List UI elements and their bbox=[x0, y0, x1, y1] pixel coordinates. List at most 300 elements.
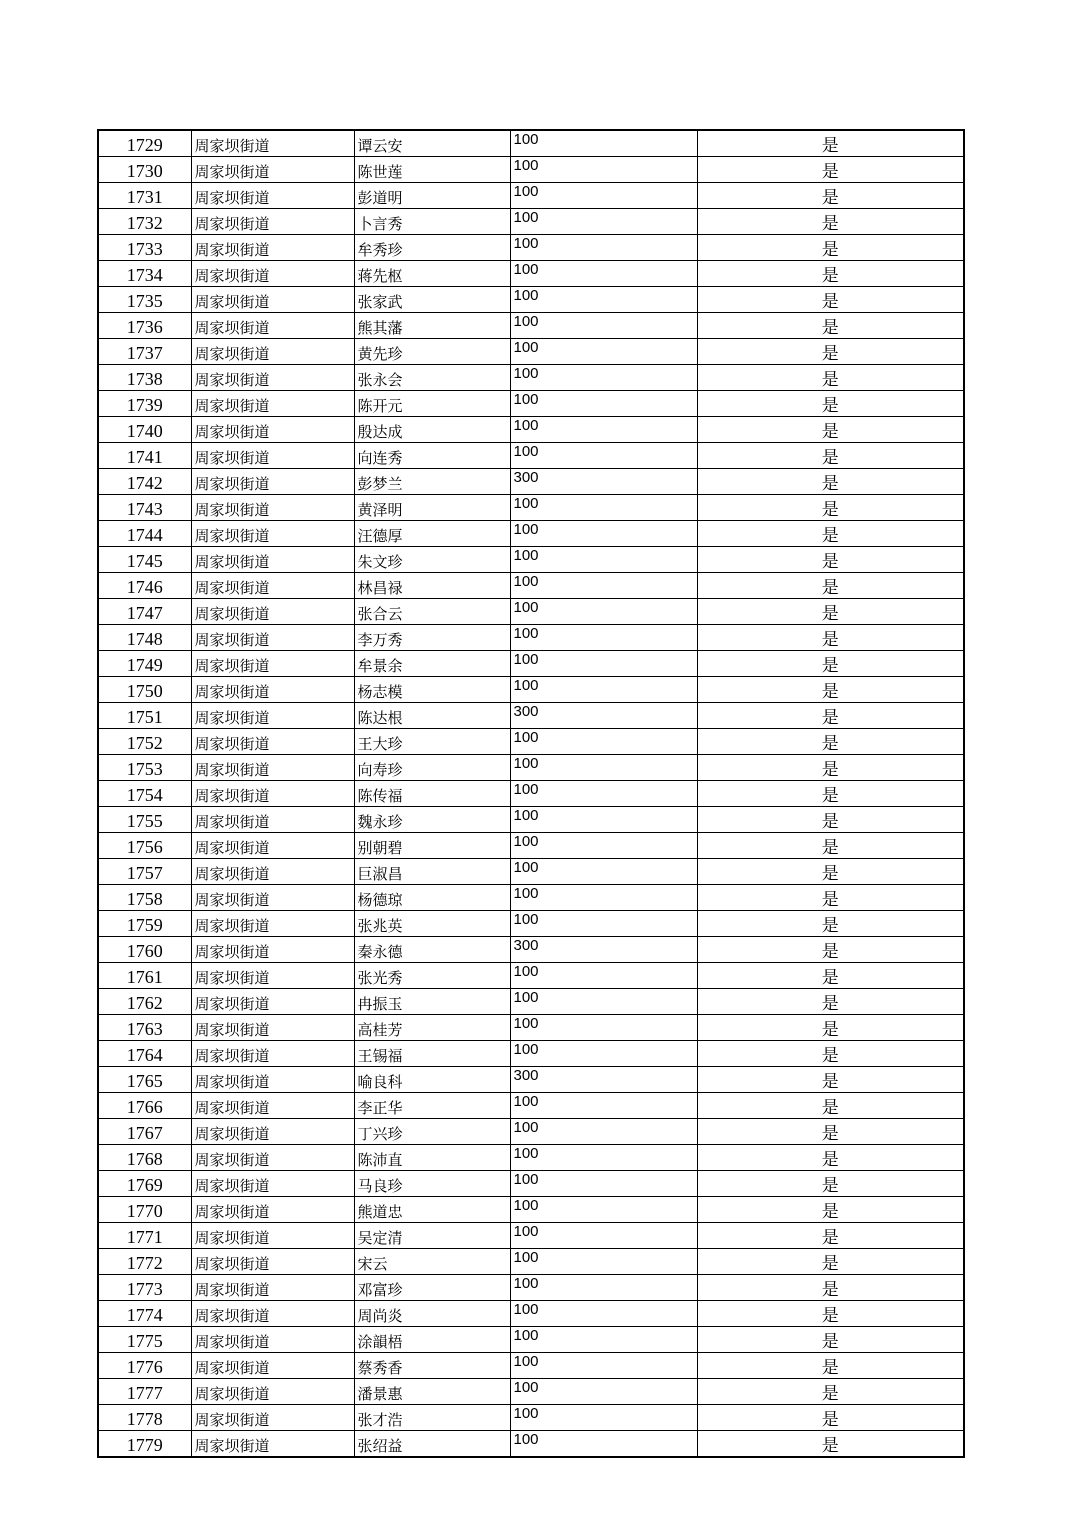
flag-cell: 是 bbox=[697, 1327, 964, 1353]
flag-cell: 是 bbox=[697, 989, 964, 1015]
amount-cell: 100 bbox=[510, 365, 697, 391]
name-cell: 张才浩 bbox=[354, 1405, 510, 1431]
name-cell: 彭梦兰 bbox=[354, 469, 510, 495]
flag-cell: 是 bbox=[697, 1301, 964, 1327]
name-cell: 潘景惠 bbox=[354, 1379, 510, 1405]
amount-cell: 100 bbox=[510, 157, 697, 183]
street-cell: 周家坝街道 bbox=[191, 443, 354, 469]
street-cell: 周家坝街道 bbox=[191, 495, 354, 521]
row-number-cell: 1768 bbox=[98, 1145, 191, 1171]
table-row bbox=[98, 209, 964, 235]
table-row bbox=[98, 417, 964, 443]
flag-cell: 是 bbox=[697, 521, 964, 547]
row-number-cell: 1770 bbox=[98, 1197, 191, 1223]
table-row bbox=[98, 625, 964, 651]
name-cell: 王锡福 bbox=[354, 1041, 510, 1067]
name-cell: 牟秀珍 bbox=[354, 235, 510, 261]
row-number-cell: 1773 bbox=[98, 1275, 191, 1301]
row-number-cell: 1731 bbox=[98, 183, 191, 209]
row-number-cell: 1750 bbox=[98, 677, 191, 703]
flag-cell: 是 bbox=[697, 755, 964, 781]
flag-cell: 是 bbox=[697, 1249, 964, 1275]
row-number-cell: 1774 bbox=[98, 1301, 191, 1327]
row-number-cell: 1745 bbox=[98, 547, 191, 573]
amount-cell: 100 bbox=[510, 963, 697, 989]
name-cell: 向连秀 bbox=[354, 443, 510, 469]
name-cell: 冉振玉 bbox=[354, 989, 510, 1015]
row-number-cell: 1758 bbox=[98, 885, 191, 911]
name-cell: 陈世莲 bbox=[354, 157, 510, 183]
street-cell: 周家坝街道 bbox=[191, 1171, 354, 1197]
table-row bbox=[98, 833, 964, 859]
row-number-cell: 1735 bbox=[98, 287, 191, 313]
flag-cell: 是 bbox=[697, 677, 964, 703]
street-cell: 周家坝街道 bbox=[191, 261, 354, 287]
row-number-cell: 1779 bbox=[98, 1431, 191, 1458]
row-number-cell: 1742 bbox=[98, 469, 191, 495]
amount-cell: 100 bbox=[510, 521, 697, 547]
row-number-cell: 1778 bbox=[98, 1405, 191, 1431]
row-number-cell: 1761 bbox=[98, 963, 191, 989]
table-row bbox=[98, 703, 964, 729]
amount-cell: 100 bbox=[510, 1275, 697, 1301]
name-cell: 向寿珍 bbox=[354, 755, 510, 781]
table-row bbox=[98, 1249, 964, 1275]
name-cell: 王大珍 bbox=[354, 729, 510, 755]
row-number-cell: 1738 bbox=[98, 365, 191, 391]
street-cell: 周家坝街道 bbox=[191, 573, 354, 599]
flag-cell: 是 bbox=[697, 651, 964, 677]
flag-cell: 是 bbox=[697, 1379, 964, 1405]
flag-cell: 是 bbox=[697, 1405, 964, 1431]
flag-cell: 是 bbox=[697, 885, 964, 911]
amount-cell: 100 bbox=[510, 573, 697, 599]
amount-cell: 100 bbox=[510, 313, 697, 339]
table-row bbox=[98, 1405, 964, 1431]
flag-cell: 是 bbox=[697, 1353, 964, 1379]
flag-cell: 是 bbox=[697, 781, 964, 807]
amount-cell: 300 bbox=[510, 937, 697, 963]
street-cell: 周家坝街道 bbox=[191, 703, 354, 729]
street-cell: 周家坝街道 bbox=[191, 1379, 354, 1405]
row-number-cell: 1756 bbox=[98, 833, 191, 859]
amount-cell: 300 bbox=[510, 1067, 697, 1093]
row-number-cell: 1729 bbox=[98, 130, 191, 157]
flag-cell: 是 bbox=[697, 1171, 964, 1197]
street-cell: 周家坝街道 bbox=[191, 1041, 354, 1067]
street-cell: 周家坝街道 bbox=[191, 313, 354, 339]
street-cell: 周家坝街道 bbox=[191, 833, 354, 859]
name-cell: 吴定清 bbox=[354, 1223, 510, 1249]
row-number-cell: 1763 bbox=[98, 1015, 191, 1041]
name-cell: 秦永德 bbox=[354, 937, 510, 963]
table-row bbox=[98, 261, 964, 287]
table-row bbox=[98, 1301, 964, 1327]
table-body bbox=[98, 130, 964, 1457]
street-cell: 周家坝街道 bbox=[191, 1223, 354, 1249]
street-cell: 周家坝街道 bbox=[191, 157, 354, 183]
name-cell: 高桂芳 bbox=[354, 1015, 510, 1041]
amount-cell: 100 bbox=[510, 261, 697, 287]
amount-cell: 100 bbox=[510, 1327, 697, 1353]
street-cell: 周家坝街道 bbox=[191, 339, 354, 365]
table-row bbox=[98, 521, 964, 547]
flag-cell: 是 bbox=[697, 157, 964, 183]
amount-cell: 100 bbox=[510, 781, 697, 807]
flag-cell: 是 bbox=[697, 391, 964, 417]
name-cell: 巨淑昌 bbox=[354, 859, 510, 885]
amount-cell: 100 bbox=[510, 599, 697, 625]
amount-cell: 100 bbox=[510, 1379, 697, 1405]
row-number-cell: 1762 bbox=[98, 989, 191, 1015]
row-number-cell: 1754 bbox=[98, 781, 191, 807]
flag-cell: 是 bbox=[697, 313, 964, 339]
row-number-cell: 1765 bbox=[98, 1067, 191, 1093]
street-cell: 周家坝街道 bbox=[191, 885, 354, 911]
row-number-cell: 1744 bbox=[98, 521, 191, 547]
name-cell: 李正华 bbox=[354, 1093, 510, 1119]
name-cell: 汪德厚 bbox=[354, 521, 510, 547]
name-cell: 张光秀 bbox=[354, 963, 510, 989]
street-cell: 周家坝街道 bbox=[191, 130, 354, 157]
name-cell: 喻良科 bbox=[354, 1067, 510, 1093]
amount-cell: 100 bbox=[510, 1223, 697, 1249]
name-cell: 熊道忠 bbox=[354, 1197, 510, 1223]
table-row bbox=[98, 391, 964, 417]
street-cell: 周家坝街道 bbox=[191, 1093, 354, 1119]
table-row bbox=[98, 1197, 964, 1223]
street-cell: 周家坝街道 bbox=[191, 1301, 354, 1327]
amount-cell: 100 bbox=[510, 1041, 697, 1067]
row-number-cell: 1755 bbox=[98, 807, 191, 833]
amount-cell: 100 bbox=[510, 547, 697, 573]
table-row bbox=[98, 1171, 964, 1197]
flag-cell: 是 bbox=[697, 1067, 964, 1093]
amount-cell: 100 bbox=[510, 1093, 697, 1119]
name-cell: 涂韻梧 bbox=[354, 1327, 510, 1353]
name-cell: 黄先珍 bbox=[354, 339, 510, 365]
flag-cell: 是 bbox=[697, 833, 964, 859]
row-number-cell: 1757 bbox=[98, 859, 191, 885]
table-row bbox=[98, 547, 964, 573]
amount-cell: 100 bbox=[510, 729, 697, 755]
row-number-cell: 1733 bbox=[98, 235, 191, 261]
flag-cell: 是 bbox=[697, 1145, 964, 1171]
flag-cell: 是 bbox=[697, 547, 964, 573]
name-cell: 林昌禄 bbox=[354, 573, 510, 599]
street-cell: 周家坝街道 bbox=[191, 1119, 354, 1145]
name-cell: 牟景余 bbox=[354, 651, 510, 677]
name-cell: 熊其藩 bbox=[354, 313, 510, 339]
table-row bbox=[98, 651, 964, 677]
table-row bbox=[98, 339, 964, 365]
table-row bbox=[98, 599, 964, 625]
table-row bbox=[98, 130, 964, 157]
table-row bbox=[98, 677, 964, 703]
flag-cell: 是 bbox=[697, 1119, 964, 1145]
flag-cell: 是 bbox=[697, 287, 964, 313]
row-number-cell: 1736 bbox=[98, 313, 191, 339]
street-cell: 周家坝街道 bbox=[191, 625, 354, 651]
flag-cell: 是 bbox=[697, 339, 964, 365]
street-cell: 周家坝街道 bbox=[191, 287, 354, 313]
flag-cell: 是 bbox=[697, 235, 964, 261]
amount-cell: 100 bbox=[510, 287, 697, 313]
row-number-cell: 1775 bbox=[98, 1327, 191, 1353]
street-cell: 周家坝街道 bbox=[191, 1353, 354, 1379]
name-cell: 陈沛直 bbox=[354, 1145, 510, 1171]
amount-cell: 100 bbox=[510, 1197, 697, 1223]
street-cell: 周家坝街道 bbox=[191, 1405, 354, 1431]
street-cell: 周家坝街道 bbox=[191, 1431, 354, 1458]
flag-cell: 是 bbox=[697, 807, 964, 833]
flag-cell: 是 bbox=[697, 625, 964, 651]
street-cell: 周家坝街道 bbox=[191, 209, 354, 235]
table-row bbox=[98, 1327, 964, 1353]
row-number-cell: 1764 bbox=[98, 1041, 191, 1067]
street-cell: 周家坝街道 bbox=[191, 365, 354, 391]
row-number-cell: 1766 bbox=[98, 1093, 191, 1119]
row-number-cell: 1743 bbox=[98, 495, 191, 521]
row-number-cell: 1749 bbox=[98, 651, 191, 677]
name-cell: 杨德琼 bbox=[354, 885, 510, 911]
table-row bbox=[98, 573, 964, 599]
amount-cell: 100 bbox=[510, 859, 697, 885]
amount-cell: 100 bbox=[510, 417, 697, 443]
row-number-cell: 1730 bbox=[98, 157, 191, 183]
row-number-cell: 1734 bbox=[98, 261, 191, 287]
table-row bbox=[98, 729, 964, 755]
street-cell: 周家坝街道 bbox=[191, 183, 354, 209]
flag-cell: 是 bbox=[697, 183, 964, 209]
table-row bbox=[98, 1431, 964, 1458]
street-cell: 周家坝街道 bbox=[191, 547, 354, 573]
row-number-cell: 1741 bbox=[98, 443, 191, 469]
name-cell: 宋云 bbox=[354, 1249, 510, 1275]
row-number-cell: 1737 bbox=[98, 339, 191, 365]
name-cell: 张家武 bbox=[354, 287, 510, 313]
table-row bbox=[98, 365, 964, 391]
row-number-cell: 1776 bbox=[98, 1353, 191, 1379]
street-cell: 周家坝街道 bbox=[191, 989, 354, 1015]
name-cell: 杨志模 bbox=[354, 677, 510, 703]
name-cell: 蔡秀香 bbox=[354, 1353, 510, 1379]
table-row bbox=[98, 859, 964, 885]
amount-cell: 100 bbox=[510, 183, 697, 209]
table-row bbox=[98, 1041, 964, 1067]
amount-cell: 100 bbox=[510, 755, 697, 781]
flag-cell: 是 bbox=[697, 209, 964, 235]
row-number-cell: 1748 bbox=[98, 625, 191, 651]
amount-cell: 100 bbox=[510, 1171, 697, 1197]
street-cell: 周家坝街道 bbox=[191, 1327, 354, 1353]
flag-cell: 是 bbox=[697, 599, 964, 625]
table-row bbox=[98, 885, 964, 911]
flag-cell: 是 bbox=[697, 495, 964, 521]
table-row bbox=[98, 755, 964, 781]
name-cell: 彭道明 bbox=[354, 183, 510, 209]
street-cell: 周家坝街道 bbox=[191, 677, 354, 703]
table-row bbox=[98, 1379, 964, 1405]
flag-cell: 是 bbox=[697, 1431, 964, 1458]
street-cell: 周家坝街道 bbox=[191, 469, 354, 495]
table-row bbox=[98, 989, 964, 1015]
row-number-cell: 1740 bbox=[98, 417, 191, 443]
row-number-cell: 1732 bbox=[98, 209, 191, 235]
street-cell: 周家坝街道 bbox=[191, 1197, 354, 1223]
row-number-cell: 1752 bbox=[98, 729, 191, 755]
flag-cell: 是 bbox=[697, 469, 964, 495]
amount-cell: 100 bbox=[510, 443, 697, 469]
amount-cell: 100 bbox=[510, 235, 697, 261]
amount-cell: 100 bbox=[510, 1145, 697, 1171]
name-cell: 谭云安 bbox=[354, 130, 510, 157]
amount-cell: 100 bbox=[510, 807, 697, 833]
table-row bbox=[98, 1093, 964, 1119]
amount-cell: 100 bbox=[510, 885, 697, 911]
name-cell: 李万秀 bbox=[354, 625, 510, 651]
amount-cell: 100 bbox=[510, 1119, 697, 1145]
flag-cell: 是 bbox=[697, 443, 964, 469]
table-row bbox=[98, 495, 964, 521]
amount-cell: 100 bbox=[510, 1015, 697, 1041]
name-cell: 陈传福 bbox=[354, 781, 510, 807]
amount-cell: 100 bbox=[510, 391, 697, 417]
street-cell: 周家坝街道 bbox=[191, 807, 354, 833]
flag-cell: 是 bbox=[697, 937, 964, 963]
table-row bbox=[98, 1119, 964, 1145]
name-cell: 张兆英 bbox=[354, 911, 510, 937]
table-row bbox=[98, 1275, 964, 1301]
name-cell: 张合云 bbox=[354, 599, 510, 625]
row-number-cell: 1759 bbox=[98, 911, 191, 937]
street-cell: 周家坝街道 bbox=[191, 417, 354, 443]
table-row bbox=[98, 781, 964, 807]
row-number-cell: 1771 bbox=[98, 1223, 191, 1249]
row-number-cell: 1769 bbox=[98, 1171, 191, 1197]
table-row bbox=[98, 1353, 964, 1379]
amount-cell: 100 bbox=[510, 833, 697, 859]
name-cell: 殷达成 bbox=[354, 417, 510, 443]
name-cell: 张永会 bbox=[354, 365, 510, 391]
table-row bbox=[98, 287, 964, 313]
table-row bbox=[98, 1145, 964, 1171]
street-cell: 周家坝街道 bbox=[191, 521, 354, 547]
flag-cell: 是 bbox=[697, 130, 964, 157]
amount-cell: 100 bbox=[510, 1249, 697, 1275]
name-cell: 丁兴珍 bbox=[354, 1119, 510, 1145]
flag-cell: 是 bbox=[697, 963, 964, 989]
row-number-cell: 1747 bbox=[98, 599, 191, 625]
street-cell: 周家坝街道 bbox=[191, 963, 354, 989]
table-row bbox=[98, 235, 964, 261]
table-row bbox=[98, 807, 964, 833]
amount-cell: 100 bbox=[510, 339, 697, 365]
table-row bbox=[98, 469, 964, 495]
flag-cell: 是 bbox=[697, 1093, 964, 1119]
table-row bbox=[98, 1067, 964, 1093]
street-cell: 周家坝街道 bbox=[191, 937, 354, 963]
amount-cell: 300 bbox=[510, 469, 697, 495]
row-number-cell: 1760 bbox=[98, 937, 191, 963]
name-cell: 陈开元 bbox=[354, 391, 510, 417]
amount-cell: 100 bbox=[510, 495, 697, 521]
flag-cell: 是 bbox=[697, 1015, 964, 1041]
amount-cell: 100 bbox=[510, 1353, 697, 1379]
flag-cell: 是 bbox=[697, 261, 964, 287]
name-cell: 别朝碧 bbox=[354, 833, 510, 859]
name-cell: 卜言秀 bbox=[354, 209, 510, 235]
table-row bbox=[98, 443, 964, 469]
amount-cell: 100 bbox=[510, 1431, 697, 1458]
street-cell: 周家坝街道 bbox=[191, 729, 354, 755]
flag-cell: 是 bbox=[697, 365, 964, 391]
flag-cell: 是 bbox=[697, 703, 964, 729]
flag-cell: 是 bbox=[697, 573, 964, 599]
table-row bbox=[98, 183, 964, 209]
name-cell: 张绍益 bbox=[354, 1431, 510, 1458]
name-cell: 马良珍 bbox=[354, 1171, 510, 1197]
name-cell: 陈达根 bbox=[354, 703, 510, 729]
row-number-cell: 1772 bbox=[98, 1249, 191, 1275]
amount-cell: 100 bbox=[510, 625, 697, 651]
name-cell: 蒋先枢 bbox=[354, 261, 510, 287]
flag-cell: 是 bbox=[697, 911, 964, 937]
flag-cell: 是 bbox=[697, 1275, 964, 1301]
street-cell: 周家坝街道 bbox=[191, 781, 354, 807]
street-cell: 周家坝街道 bbox=[191, 755, 354, 781]
table-row bbox=[98, 1015, 964, 1041]
flag-cell: 是 bbox=[697, 1041, 964, 1067]
table-row bbox=[98, 157, 964, 183]
name-cell: 魏永珍 bbox=[354, 807, 510, 833]
street-cell: 周家坝街道 bbox=[191, 911, 354, 937]
street-cell: 周家坝街道 bbox=[191, 859, 354, 885]
table-row bbox=[98, 313, 964, 339]
amount-cell: 100 bbox=[510, 911, 697, 937]
row-number-cell: 1767 bbox=[98, 1119, 191, 1145]
amount-cell: 100 bbox=[510, 989, 697, 1015]
amount-cell: 100 bbox=[510, 209, 697, 235]
name-cell: 邓富珍 bbox=[354, 1275, 510, 1301]
flag-cell: 是 bbox=[697, 417, 964, 443]
street-cell: 周家坝街道 bbox=[191, 1249, 354, 1275]
amount-cell: 100 bbox=[510, 1301, 697, 1327]
flag-cell: 是 bbox=[697, 1197, 964, 1223]
table-row bbox=[98, 937, 964, 963]
row-number-cell: 1739 bbox=[98, 391, 191, 417]
amount-cell: 100 bbox=[510, 1405, 697, 1431]
name-cell: 周尚炎 bbox=[354, 1301, 510, 1327]
street-cell: 周家坝街道 bbox=[191, 235, 354, 261]
name-cell: 朱文珍 bbox=[354, 547, 510, 573]
amount-cell: 100 bbox=[510, 651, 697, 677]
street-cell: 周家坝街道 bbox=[191, 1067, 354, 1093]
amount-cell: 100 bbox=[510, 677, 697, 703]
street-cell: 周家坝街道 bbox=[191, 1015, 354, 1041]
amount-cell: 100 bbox=[510, 130, 697, 157]
data-table bbox=[97, 129, 965, 1458]
row-number-cell: 1746 bbox=[98, 573, 191, 599]
street-cell: 周家坝街道 bbox=[191, 1275, 354, 1301]
name-cell: 黄泽明 bbox=[354, 495, 510, 521]
flag-cell: 是 bbox=[697, 729, 964, 755]
table-row bbox=[98, 911, 964, 937]
flag-cell: 是 bbox=[697, 1223, 964, 1249]
street-cell: 周家坝街道 bbox=[191, 599, 354, 625]
table-row bbox=[98, 1223, 964, 1249]
street-cell: 周家坝街道 bbox=[191, 391, 354, 417]
